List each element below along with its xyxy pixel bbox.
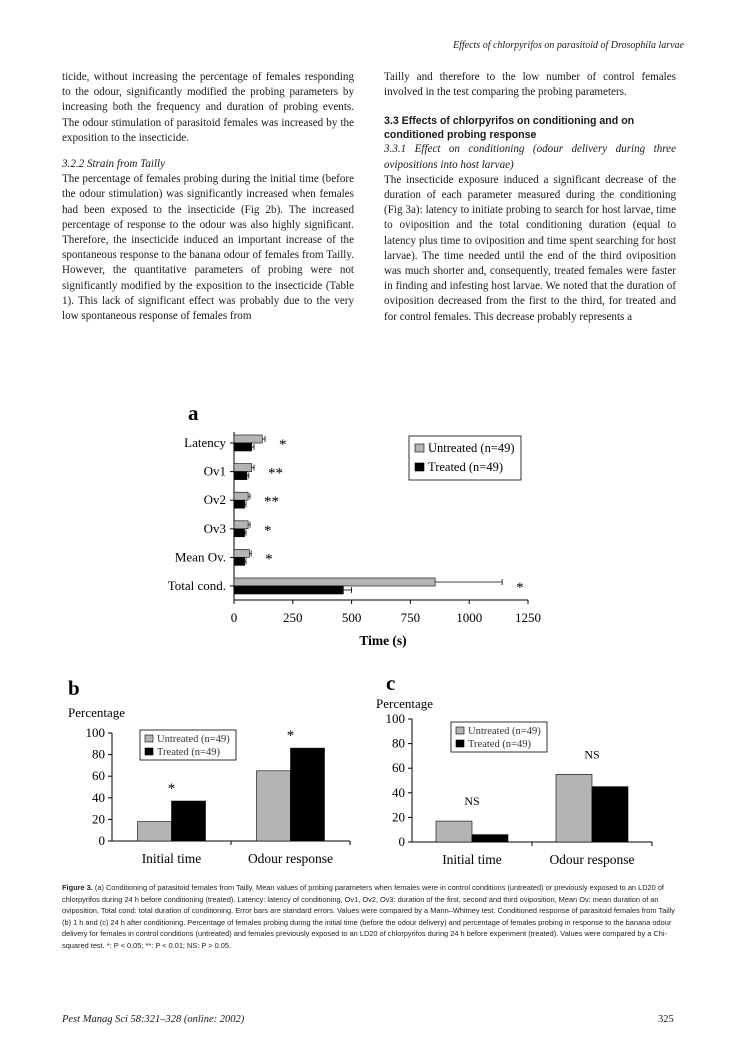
y-tick-label-c: 40 bbox=[392, 784, 405, 800]
y-tick-label-c: 100 bbox=[385, 711, 405, 726]
y-tick-label-b: 60 bbox=[92, 768, 105, 784]
figure-caption bbox=[62, 882, 678, 952]
bar-a-untreated bbox=[234, 435, 262, 443]
legend-label-b: Treated (n=49) bbox=[157, 747, 220, 758]
running-head: Effects of chlorpyrifos on parasitoid of Drosophila larvae bbox=[452, 40, 684, 51]
right-para-2: The insecticide exposure induced a significant decrease of the duration of each parameter measured during the conditioning (Fig 3a): latency to initiate probing to search for host larvae, time to oviposition and the total conditioning duration (equal to latency plus time to oviposition and time spent searching for host larvae). The time needed until the end of the third oviposition was much shorter and, consequently, treated females were faster in finding and infesting host larvae. We noted that the duration of oviposition decreased from the first to the third, for treated and for control females. This decrease probably represents a bbox=[384, 173, 676, 323]
category-label-a: Mean Ov. bbox=[174, 549, 226, 565]
bar-a-treated bbox=[234, 529, 245, 537]
bar-c-untreated bbox=[556, 774, 592, 842]
bar-b-untreated bbox=[138, 822, 172, 841]
x-tick-label-a: 500 bbox=[341, 610, 362, 625]
footer-journal: Pest Manag Sci 58:321–328 (online: 2002) bbox=[62, 1014, 245, 1025]
bar-c-treated bbox=[592, 787, 628, 842]
significance-c: NS bbox=[584, 747, 600, 762]
legend-swatch-a bbox=[415, 463, 424, 471]
panel-label-b: b bbox=[68, 676, 80, 700]
category-label-a: Total cond. bbox=[167, 578, 226, 593]
bar-c-treated bbox=[472, 835, 508, 842]
bar-a-treated bbox=[234, 443, 252, 451]
y-axis-title-c: Percentage bbox=[376, 696, 434, 711]
left-para-1: ticide, without increasing the percentage of females responding to the odour, significantly modified the probing parameters by increasing both the frequency and duration of probing events. The odour stimulation of parasitoid females was increased by the exposition to the insecticide. bbox=[62, 71, 354, 144]
x-tick-label-a: 0 bbox=[230, 610, 238, 625]
figure-3b-chart bbox=[0, 660, 372, 880]
bar-a-untreated bbox=[234, 521, 248, 529]
section-heading: 3.3 Effects of chlorpyrifos on conditioning and on conditioned probing response bbox=[384, 115, 635, 142]
y-tick-label-c: 20 bbox=[392, 809, 405, 825]
legend-label-a: Untreated (n=49) bbox=[428, 441, 515, 455]
significance-a: ** bbox=[263, 494, 279, 511]
bar-b-treated bbox=[291, 748, 325, 841]
y-axis-title-b: Percentage bbox=[68, 705, 126, 720]
y-tick-label-b: 80 bbox=[92, 746, 105, 762]
significance-c: NS bbox=[464, 794, 480, 809]
bar-c-untreated bbox=[436, 821, 472, 842]
significance-b: * bbox=[286, 728, 295, 745]
category-label-a: Ov1 bbox=[203, 463, 226, 479]
legend-label-c: Treated (n=49) bbox=[468, 739, 531, 750]
category-label-b: Initial time bbox=[141, 851, 202, 866]
significance-b: * bbox=[167, 781, 176, 798]
category-label-b: Odour response bbox=[247, 851, 334, 866]
x-tick-label-a: 1000 bbox=[456, 610, 483, 625]
caption-text: (a) Conditioning of parasitoid females from Tailly. Mean values of probing parameters when females were in control conditions (untreated) or previously exposed to an LD20 of chlorpyrifos during 24 h before conditioning (treated). Latency: latency of conditioning, Ov1, Ov2, Ov3: duration of the first, second and third oviposition, Mean Ov: mean duration of an oviposition, Total cond: total duration of conditioning. Error bars are standard errors. Values were compared by a Mann–Whitney test. Conditioned response of parasitoid females from Tailly (b) 1 h and (c) 24 h after conditioning. Percentage of females probing during the initial time (before the odour delivery) and percentage of females probing in response to the banana odour delivery for females in control conditions (untreated) and females previously exposed to an LD20 of chlorpyrifos during 24 h before experiment (treated). Values were compared by a Chi-squared test. *: P < 0.05; **: P < 0.01; NS: P > 0.05. bbox=[62, 883, 675, 950]
significance-a: ** bbox=[267, 465, 283, 482]
bar-a-untreated bbox=[234, 464, 252, 472]
x-tick-label-a: 250 bbox=[283, 610, 303, 625]
x-tick-label-a: 1250 bbox=[515, 610, 541, 625]
y-tick-label-b: 100 bbox=[85, 725, 105, 740]
left-column bbox=[62, 70, 354, 324]
right-column bbox=[384, 70, 676, 325]
left-sub-heading: 3.2.2 Strain from Tailly bbox=[62, 158, 166, 171]
x-axis-title-a: Time (s) bbox=[359, 633, 407, 648]
y-tick-label-b: 0 bbox=[98, 833, 105, 848]
panel-label-a: a bbox=[188, 401, 199, 425]
significance-a: * bbox=[516, 580, 524, 596]
bar-a-untreated bbox=[234, 549, 249, 557]
figure-3a-chart bbox=[0, 392, 744, 652]
category-label-c: Odour response bbox=[549, 852, 635, 867]
y-tick-label-c: 80 bbox=[392, 735, 405, 751]
legend-label-c: Untreated (n=49) bbox=[468, 726, 541, 737]
left-para-2: The percentage of females probing during the initial time (before the odour stimulation) was significantly increased when females had been exposed to the insecticide (Fig 2b). The increased percentage of response to the odour was also highly significant. Therefore, the insecticide induced an important increase of the spontaneous response to the banana odour of females from Tailly. However, the quantitative parameters of probing were not significantly modified by the exposition to the insecticide (Table 1). This lack of significant effect was probably due to the very low spontaneous response of females from bbox=[62, 173, 354, 323]
bar-a-untreated bbox=[234, 578, 435, 586]
legend-swatch-b bbox=[145, 735, 153, 742]
significance-a: * bbox=[265, 551, 273, 568]
page-number: 325 bbox=[658, 1014, 674, 1025]
bar-a-treated bbox=[234, 586, 343, 594]
y-tick-label-c: 60 bbox=[392, 760, 405, 776]
figure-3c-chart bbox=[372, 660, 744, 880]
y-tick-label-b: 40 bbox=[92, 789, 105, 805]
y-tick-label-c: 0 bbox=[398, 834, 405, 849]
significance-a: * bbox=[263, 522, 272, 539]
legend-swatch-c bbox=[456, 740, 464, 747]
bar-a-treated bbox=[234, 472, 247, 480]
panel-label-c: c bbox=[386, 671, 396, 695]
category-label-a: Latency bbox=[184, 435, 226, 450]
legend-swatch-c bbox=[456, 727, 464, 734]
legend-swatch-a bbox=[415, 444, 424, 452]
y-tick-label-b: 20 bbox=[92, 811, 105, 827]
right-sub-heading: 3.3.1 Effect on conditioning (odour delivery during three ovipositions into host larvae) bbox=[384, 143, 676, 171]
legend-label-a: Treated (n=49) bbox=[428, 460, 503, 474]
category-label-a: Ov2 bbox=[203, 492, 226, 508]
bar-b-treated bbox=[172, 801, 206, 841]
category-label-a: Ov3 bbox=[203, 520, 226, 536]
legend-label-b: Untreated (n=49) bbox=[157, 734, 230, 745]
bar-b-untreated bbox=[257, 771, 291, 841]
bar-a-treated bbox=[234, 557, 245, 565]
significance-a: * bbox=[279, 437, 287, 453]
bar-a-treated bbox=[234, 500, 245, 508]
x-tick-label-a: 750 bbox=[400, 610, 421, 625]
legend-swatch-b bbox=[145, 748, 153, 755]
bar-a-untreated bbox=[234, 492, 248, 500]
caption-label: Figure 3. bbox=[62, 883, 93, 892]
right-para-1: Tailly and therefore to the low number of control females involved in the test comparing the probing parameters. bbox=[384, 71, 676, 99]
category-label-c: Initial time bbox=[442, 852, 502, 867]
